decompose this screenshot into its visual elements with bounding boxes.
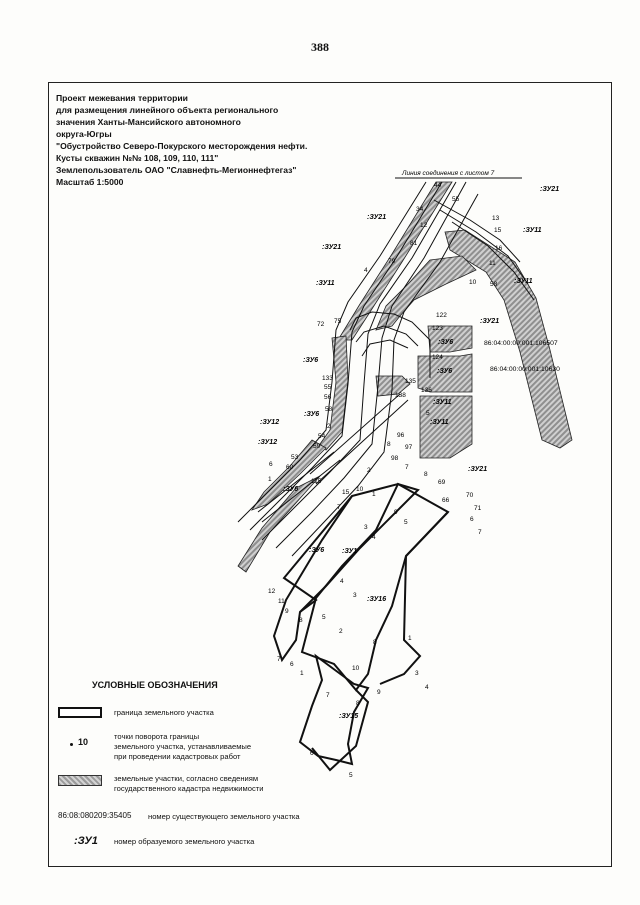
point-number: 124 (432, 354, 443, 361)
point-number: 5 (404, 519, 408, 526)
page-number: 388 (311, 40, 329, 54)
point-number: 9 (377, 689, 381, 696)
point-number: 136 (421, 387, 432, 394)
point-number: 1 (408, 635, 412, 642)
parcel-label: :ЗУ6 (437, 368, 453, 375)
point-number: 53 (291, 454, 299, 461)
point-number: 5 (322, 614, 326, 621)
parcel-label: :ЗУ1 (342, 548, 358, 555)
point-number: 7 (326, 692, 330, 699)
point-number: 44 (434, 182, 442, 189)
point-number: 56 (324, 394, 332, 401)
parcel-label: :ЗУ11 (433, 399, 452, 406)
point-number: 12 (268, 588, 276, 595)
point-number: 2 (327, 423, 331, 430)
point-number: 11 (489, 260, 496, 267)
point-number: 70 (466, 492, 474, 499)
legend-point-text: точки поворота границы (114, 732, 200, 741)
point-number: 10 (356, 486, 364, 493)
point-number: 11 (278, 598, 285, 605)
legend-existing-text: государственного кадастра недвижимости (114, 784, 264, 793)
legend-cadastral-text: номер существующего земельного участка (148, 812, 300, 821)
parcel-label: :ЗУ11 (430, 419, 449, 426)
point-number: 138 (395, 392, 406, 399)
parcel-label: :ЗУ6 (438, 339, 454, 346)
cadastral-number: 86:04:00:00:001:10630 (490, 366, 560, 373)
point-number: 15 (342, 489, 350, 496)
existing-parcel-swatch (58, 775, 102, 786)
legend-point-text: при проведении кадастровых работ (114, 752, 241, 761)
point-number: 6 (470, 516, 474, 523)
parcel-label: :ЗУ21 (322, 244, 342, 251)
point-number: 4 (364, 267, 368, 274)
parcel-label: :ЗУ11 (316, 280, 335, 287)
point-number: 9 (285, 608, 289, 615)
point-number: 122 (436, 312, 447, 319)
point-number: 8 (387, 441, 391, 448)
point-number: 54 (318, 433, 326, 440)
point-number: 7 (277, 656, 281, 663)
title-line: округа-Югры (56, 129, 112, 139)
cadastral-number: 86:04:00:00:001:106507 (484, 340, 558, 347)
point-number: 66 (442, 497, 450, 504)
point-number: 115 (311, 478, 322, 485)
point-number: 12 (420, 222, 428, 229)
point-number: 59 (313, 443, 321, 450)
parcel-label: :ЗУ12 (258, 439, 278, 446)
point-number: 75 (334, 318, 342, 325)
point-number: 7 (478, 529, 482, 536)
title-line: Проект межевания территории (56, 93, 188, 103)
parcel-label: :ЗУ6 (283, 486, 299, 493)
title-line: "Обустройство Северо-Покурского месторождения нефти. (56, 141, 308, 151)
point-number: 4 (340, 578, 344, 585)
point-number: 123 (432, 325, 443, 332)
legend-boundary-text: граница земельного участка (114, 708, 214, 717)
parcel-label: :ЗУ21 (540, 186, 560, 193)
point-number: 1 (268, 476, 272, 483)
parcel-label: :ЗУ6 (304, 411, 320, 418)
point-number: 55 (324, 384, 332, 391)
parcel-label: :ЗУ21 (468, 466, 488, 473)
point-number: 6 (290, 661, 294, 668)
point-number: 15 (494, 227, 502, 234)
planned-parcels (274, 484, 448, 770)
parcel-label: :ЗУ12 (260, 419, 280, 426)
parcel-label: :ЗУ11 (523, 227, 542, 234)
parcel-label: :ЗУ6 (309, 547, 325, 554)
parcel-label: :ЗУ11 (514, 278, 533, 285)
point-number: 2 (367, 467, 371, 474)
point-number: 10 (469, 279, 477, 286)
point-number: 7 (405, 464, 409, 471)
legend-title: УСЛОВНЫЕ ОБОЗНАЧЕНИЯ (92, 680, 218, 690)
point-number: 135 (405, 378, 416, 385)
point-number: 69 (438, 479, 446, 486)
point-number: 1 (372, 491, 376, 498)
legend-code-text: номер образуемого земельного участка (114, 837, 255, 846)
point-number: 133 (322, 375, 333, 382)
point-number: 72 (317, 321, 325, 328)
legend-existing-text: земельные участки, согласно сведениям (114, 774, 259, 783)
connection-note: Линия соединения с листом 7 (402, 170, 495, 177)
point-number: 58 (490, 281, 498, 288)
title-line: для размещения линейного объекта регионального (56, 105, 279, 115)
point-number: 8 (373, 639, 377, 646)
parcel-label: :ЗУ21 (480, 318, 500, 325)
point-number: 6 (310, 750, 314, 757)
title-line: Землепользователь ОАО "Славнефть-Мегионнефтегаз" (56, 165, 297, 175)
point-number: 8 (424, 471, 428, 478)
parcel-label: :ЗУ21 (367, 214, 387, 221)
point-number: 3 (364, 524, 368, 531)
point-number: 6 (269, 461, 273, 468)
point-number: 13 (492, 215, 500, 222)
point-number: 58 (325, 406, 333, 413)
parcel-label: :ЗУ16 (367, 596, 387, 603)
boundary-swatch (58, 707, 102, 718)
point-number: 5 (349, 772, 353, 779)
title-line: Масштаб 1:5000 (56, 177, 124, 187)
point-number: 97 (405, 444, 413, 451)
title-line: значения Ханты-Мансийского автономного (56, 117, 241, 127)
point-number: 9 (394, 509, 398, 516)
point-number: 71 (474, 505, 482, 512)
point-number: 2 (339, 628, 343, 635)
point-number: 8 (299, 617, 303, 624)
point-number: 96 (397, 432, 405, 439)
point-number: 79 (388, 258, 396, 265)
point-number: 81 (410, 240, 418, 247)
parcel-label: :ЗУ15 (339, 713, 359, 720)
title-line: Кусты скважин №№ 108, 109, 110, 111" (56, 153, 219, 163)
point-number: 55 (452, 196, 460, 203)
legend-cadastral-example: 86:08:080209:35405 (58, 811, 132, 820)
point-number: 34 (416, 206, 424, 213)
point-marker-icon (70, 743, 73, 746)
point-number: 4 (372, 534, 376, 541)
point-number: 16 (495, 245, 503, 252)
point-number: 7 (337, 504, 341, 511)
legend-point-text: земельного участка, устанавливаемые (114, 742, 252, 751)
point-number: 10 (352, 665, 360, 672)
legend-code-example: :ЗУ1 (74, 835, 98, 847)
point-number: 3 (415, 670, 419, 677)
point-number: 60 (286, 464, 294, 471)
point-number: 1 (300, 670, 304, 677)
point-number: 8 (356, 700, 360, 707)
point-number: 98 (391, 455, 399, 462)
point-number: 3 (353, 592, 357, 599)
legend-point-number: 10 (78, 737, 89, 747)
parcel-label: :ЗУ6 (303, 357, 319, 364)
point-number: 5 (426, 410, 430, 417)
point-number: 4 (425, 684, 429, 691)
